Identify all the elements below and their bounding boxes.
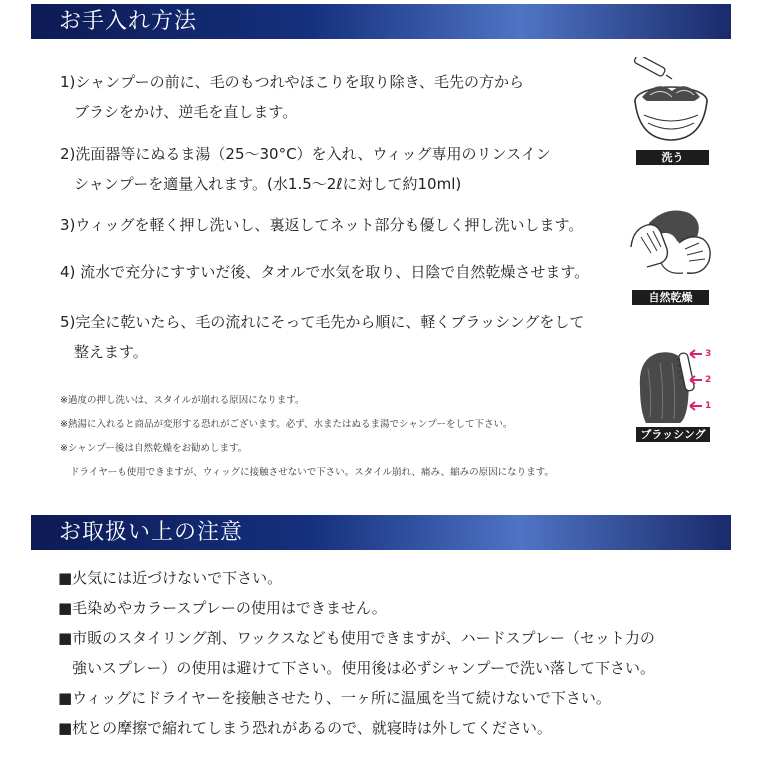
care-note-3: ※シャンプー後は自然乾燥をお勧めします。 — [60, 443, 248, 454]
wash-label: 洗う — [636, 150, 709, 165]
brush-step-3: 3 — [705, 349, 712, 359]
care-note-4: ドライヤーも使用できますが、ウィッグに接触させないで下さい。スタイル崩れ、痛み、縮みの原因になります。 — [70, 467, 554, 478]
hands-towel-icon — [627, 203, 715, 289]
handling-rule-4 — [58, 683, 611, 713]
handling-section-title: お取扱い上の注意 — [59, 520, 244, 545]
handling-rule-1 — [58, 563, 282, 593]
handling-rule-4-line1: ■ウィッグにドライヤーを接触させたり、一ヶ所に温風を当て続けないで下さい。 — [58, 689, 611, 707]
dry-label: 自然乾燥 — [632, 290, 709, 305]
care-step-1-line1: 1)シャンプーの前に、毛のもつれやほこりを取り除き、毛先の方から — [60, 73, 525, 91]
care-step-5-line1: 5)完全に乾いたら、毛の流れにそって毛先から順に、軽くブラッシングをして — [60, 313, 585, 331]
handling-rule-2 — [58, 593, 387, 623]
care-section-title: お手入れ方法 — [59, 9, 198, 34]
wash-illustration — [628, 57, 714, 149]
care-step-2-line2: シャンプーを適量入れます。(水1.5～2ℓに対して約10ml) — [74, 175, 462, 193]
care-step-2 — [60, 139, 551, 199]
care-step-4 — [60, 257, 589, 287]
care-step-2-line1: 2)洗面器等にぬるま湯（25～30°C）を入れ、ウィッグ専用のリンスイン — [60, 145, 551, 163]
care-step-3 — [60, 210, 583, 240]
handling-rule-5-line1: ■枕との摩擦で縮れてしまう恐れがあるので、就寝時は外してください。 — [58, 719, 552, 737]
brush-step-1: 1 — [705, 401, 712, 411]
care-step-5 — [60, 307, 584, 367]
care-step-5-line2: 整えます。 — [74, 343, 148, 361]
handling-rule-5 — [58, 713, 552, 743]
handling-rule-2-line1: ■毛染めやカラースプレーの使用はできません。 — [58, 599, 387, 617]
handling-rule-3-line2: 強いスプレー）の使用は避けて下さい。使用後は必ずシャンプーで洗い落して下さい。 — [72, 659, 656, 677]
care-step-1-line2: ブラシをかけ、逆毛を直します。 — [74, 103, 298, 121]
dry-illustration — [627, 203, 715, 289]
handling-rule-3 — [58, 623, 655, 683]
care-section-banner — [31, 4, 731, 39]
care-note-1: ※過度の押し洗いは、スタイルが崩れる原因になります。 — [60, 395, 305, 406]
care-step-1 — [60, 67, 524, 127]
handling-rule-3-line1: ■市販のスタイリング剤、ワックスなども使用できますが、ハードスプレー（セット力の — [58, 629, 655, 647]
handling-rule-1-line1: ■火気には近づけないで下さい。 — [58, 569, 283, 587]
brush-label: ブラッシング — [636, 427, 710, 442]
handling-section-banner — [31, 515, 731, 550]
care-note-2: ※熱湯に入れると商品が変形する恐れがございます。必ず、水またはぬるま湯でシャンプーをして下さい。 — [60, 419, 513, 430]
brush-arrows-icon — [688, 348, 704, 418]
care-step-4-line1: 4) 流水で充分にすすいだ後、タオルで水気を取り、日陰で自然乾燥させます。 — [60, 263, 590, 281]
wash-bowl-icon — [628, 57, 714, 149]
brush-step-2: 2 — [705, 375, 712, 385]
care-step-3-line1: 3)ウィッグを軽く押し洗いし、裏返してネット部分も優しく押し洗いします。 — [60, 216, 584, 234]
